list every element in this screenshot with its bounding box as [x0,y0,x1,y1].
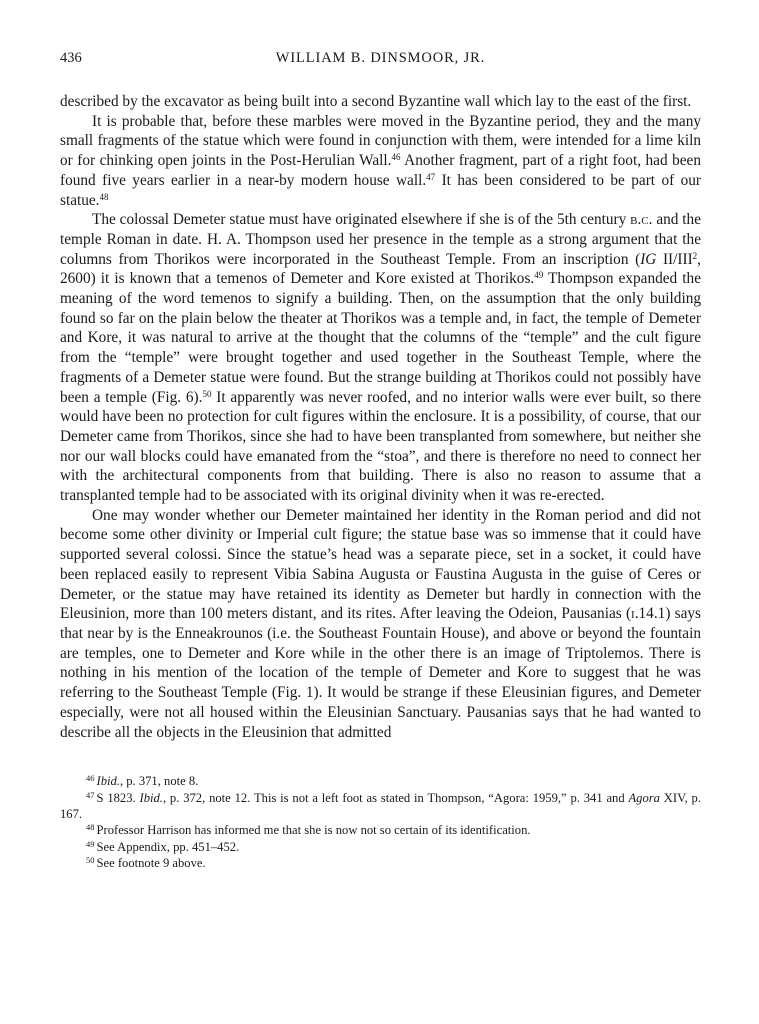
page-header [60,50,701,72]
paragraph-4: One may wonder whether our Demeter maintained her identity in the Roman period and did not become some other divinity or Imperial cult figure; the statue base was so immense that it could have supported several colossi. Since the statue’s head was a separate piece, set in a socket, it could have been replaced easily to represent Vibia Sabina Augusta or Faustina Augusta in the guise of Ceres or Demeter, or the statue may have retained its identity as Demeter but hardly in connection with the Eleusinion, more than 100 meters distant, and its rites. After leaving the Odeion, Pausanias (i.14.1) says that near by is the Enneakrounos (i.e. the Southeast Fountain House), and above or beyond the fountain are temples, one to Demeter and Kore while in the other there is an image of Triptolemos. There is nothing in his mention of the location of the temple of Demeter and Kore to suggest that he was referring to the Southeast Temple (Fig. 1). It would be strange if these Eleusinian figures, and Demeter especially, were not all housed within the Eleusinian Sanctuary. Pausanias says that he had wanted to describe all the objects in the Eleusinion that admitted [60,506,702,741]
body-text [60,92,701,742]
footnote-50: $^{50}$ See footnote 9 above. [86,855,206,871]
footnote-46: $^{46}$ Ibid., p. 371, note 8. [86,773,199,789]
page [60,50,701,872]
footnote-47: $^{47}$ S 1823. Ibid., p. 372, note 12. This is not a left foot as stated in Thompson, “Agora: 1959,” p. 341 and Agora XIV, p. 167. [60,789,701,822]
paragraph-1: described by the excavator as being built into a second Byzantine wall which lay to the east of the first. [60,93,692,110]
paragraph-2: It is probable that, before these marbles were moved in the Byzantine period, they and the many small fragments of the statue which were found in conjunction with them, were intended for a lime kiln or for chinking open joints in the Post-Herulian Wall.$^{46}$ Another fragment, part of a right foot, had been found five years earlier in a near-by modern house wall.$^{47}$ It has been considered to be part of our statue.$^{48}$ [60,112,701,209]
footnote-ref-48[interactable]: 48 [99,191,109,202]
page-number: 436 [60,50,82,66]
footnote-49: $^{49}$ See Appendix, pp. 451–452. [86,838,240,854]
footnote-ref-50[interactable]: 50 [202,388,212,399]
footnote-48: $^{48}$ Professor Harrison has informed me that she is now not so certain of its identification. [86,822,531,838]
paragraph-3: The colossal Demeter statue must have originated elsewhere if she is of the 5th century b.c. and the temple Roman in date. H. A. Thompson used her presence in the temple as a strong argument that the columns from Thorikos were incorporated in the Southeast Temple. From an inscription (IG II/III$^2$, 2600) it is known that a temenos of Demeter and Kore existed at Thorikos.$^{49}$ Thompson expanded the meaning of the word temenos to signify a building. Then, on the assumption that the only building found so far on the plain below the theater at Thorikos was a temple and, in fact, the temple of Demeter and Kore, it was natural to arrive at the thought that the columns of the “temple” and the cult figure from the “temple” were brought together and used together in the Southeast Temple, where the fragments of a Demeter statue were found. But the strange building at Thorikos could not possibly have been a temple (Fig. 6).$^{50}$ It apparently was never roofed, and no interior walls were ever built, so there would have been no protection for cult figures within the enclosure. It is a possibility, of course, that our Demeter came from Thorikos, since she had to have been transplanted from somewhere, but neither she nor our wall blocks could have emanated from the “stoa”, and there is therefore no need to connect her with the architectural components from that building. There is also no reason to assume that a transplanted temple had to be associated with its original divinity when it was re-erected. [60,211,701,505]
footnote-ref-46[interactable]: 46 [391,152,401,163]
running-head: WILLIAM B. DINSMOOR, JR. [275,50,486,66]
footnotes [60,773,701,871]
footnote-ref-47[interactable]: 47 [426,171,436,182]
footnote-ref-49[interactable]: 49 [534,270,544,281]
